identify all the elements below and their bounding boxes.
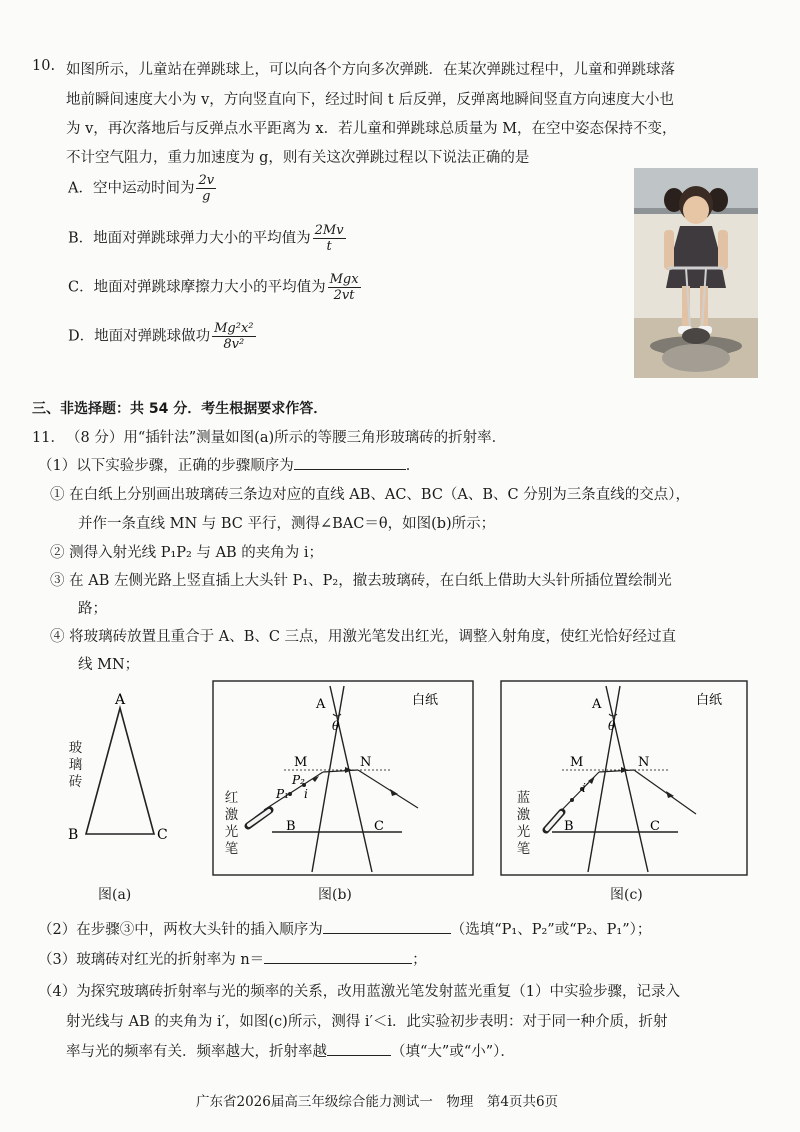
part3-text: （3）玻璃砖对红光的折射率为 n＝: [38, 952, 265, 968]
part1-end: ．: [405, 458, 421, 474]
figure-a-label-a: A: [115, 692, 126, 708]
figure-c-label-m: M: [570, 755, 584, 770]
figure-b-label-b: B: [286, 819, 296, 834]
q10-number: 10.: [32, 58, 56, 74]
part2-text: （2）在步骤③中，两枚大头针的插入顺序为: [38, 922, 323, 938]
step-4-line-1: ④ 将玻璃砖放置且重合于 A、B、C 三点，用激光笔发出红光，调整入射角度，使红光恰好经过直: [50, 629, 677, 645]
figure-a-caption: 图(a): [98, 887, 132, 903]
q10-option-c: [68, 272, 361, 303]
figure-c-label-a: A: [592, 697, 602, 712]
part1-answer-blank[interactable]: [294, 469, 406, 470]
figure-c-caption: 图(c): [610, 887, 643, 903]
figure-b-label-i: i: [304, 787, 308, 801]
option-c-fraction: $\frac{\text{Mgx}}{2vt}$: [329, 272, 359, 303]
q11-part4-line-2: 射光线与 AB 的夹角为 i′，如图(c)所示，测得 i′＜i．此实验初步表明：对于同一种介质，折射: [66, 1014, 668, 1030]
child-on-pogo-ball-photo: [634, 168, 758, 378]
part3-end: ；: [412, 952, 427, 968]
q11-intro: （8 分）用“插针法”测量如图(a)所示的等腰三角形玻璃砖的折射率．: [66, 430, 507, 446]
part2-answer-blank[interactable]: [323, 933, 451, 934]
figure-b-label-p1: P₁: [276, 787, 289, 801]
part2-end: （选填“P₁、P₂”或“P₂、P₁”）；: [450, 922, 652, 938]
figure-c-label-n: N: [638, 755, 650, 770]
step-1-line-2: 并作一条直线 MN 与 BC 平行，测得∠BAC＝θ，如图(b)所示；: [78, 516, 496, 532]
q10-line-1: 如图所示，儿童站在弹跳球上，可以向各个方向多次弹跳．在某次弹跳过程中，儿童和弹跳球落: [66, 62, 675, 78]
option-a-text: A．空中运动时间为: [68, 180, 195, 197]
figure-a-label-b: B: [68, 827, 79, 843]
option-d-text: D．地面对弹跳球做功: [68, 328, 211, 345]
option-a-fraction: $\frac{2v}{g}$: [198, 173, 215, 204]
step-3-line-2: 路；: [78, 601, 107, 617]
figure-b-label-n: N: [360, 755, 372, 770]
part3-answer-blank[interactable]: [264, 963, 412, 964]
q10-option-d: [68, 321, 256, 352]
q11-part2: [38, 918, 651, 939]
figure-b-pen-label: 红激光笔: [224, 790, 239, 857]
q11-part3: [38, 948, 427, 969]
q10-option-a: [68, 173, 216, 204]
part1-text: （1）以下实验步骤，正确的步骤顺序为: [38, 458, 294, 474]
step-3-line-1: ③ 在 AB 左侧光路上竖直插上大头针 P₁、P₂，撤去玻璃砖，在白纸上借助大头针所插位置绘制光: [50, 573, 672, 589]
page-footer: 广东省2026届高三年级综合能力测试一 物理 第4页共6页: [196, 1094, 559, 1110]
figure-c-diagram: [500, 680, 748, 876]
section-3-heading: 三、非选择题：共 54 分．考生根据要求作答．: [32, 401, 328, 417]
figure-c-pen-label: 蓝激光笔: [516, 790, 531, 857]
part4-answer-blank[interactable]: [327, 1055, 391, 1056]
part4-text: 率与光的频率有关．频率越大，折射率越: [66, 1044, 327, 1060]
q11-part1: [38, 454, 420, 475]
figure-b-paper-label: 白纸: [412, 693, 439, 708]
step-1-line-1: ① 在白纸上分别画出玻璃砖三条边对应的直线 AB、AC、BC（A、B、C 分别为三条直线的交点），: [50, 487, 691, 503]
figure-b-caption: 图(b): [318, 887, 352, 903]
part4-end: （填“大”或“小”）．: [391, 1044, 515, 1060]
option-b-text: B．地面对弹跳球弹力大小的平均值为: [68, 230, 311, 247]
q11-part4-line-3: [66, 1040, 515, 1061]
step-4-line-2: 线 MN；: [78, 657, 140, 673]
figure-b-diagram: [212, 680, 474, 876]
figure-b-theta: θ: [332, 719, 340, 733]
figure-c-label-i-prime: i′: [582, 781, 589, 795]
figure-b-label-p2: P₂: [292, 773, 305, 787]
figure-c-theta: θ: [608, 719, 616, 733]
q10-line-2: 地前瞬间速度大小为 v，方向竖直向下，经过时间 t 后反弹，反弹离地瞬间竖直方向速度大小也: [66, 92, 674, 108]
figure-b-label-c: C: [374, 819, 384, 834]
q11-part4-line-1: （4）为探究玻璃砖折射率与光的频率的关系，改用蓝激光笔发射蓝光重复（1）中实验步骤，记录入: [38, 984, 680, 1000]
option-b-fraction: $\frac{2Mv}{t}$: [314, 223, 344, 254]
figure-b-label-a: A: [316, 697, 326, 712]
figure-b-label-m: M: [294, 755, 308, 770]
figure-a-label-c: C: [157, 827, 168, 843]
q11-number: 11．: [32, 430, 65, 446]
figure-a-glass-label: 玻璃砖: [68, 740, 83, 790]
q10-line-4: 不计空气阻力，重力加速度为 g，则有关这次弹跳过程以下说法正确的是: [66, 150, 530, 166]
figure-c-paper-label: 白纸: [696, 693, 723, 708]
figure-c-label-c: C: [650, 819, 660, 834]
step-2: ② 测得入射光线 P₁P₂ 与 AB 的夹角为 i；: [50, 545, 324, 561]
figure-c-label-b: B: [564, 819, 574, 834]
q10-option-b: [68, 223, 346, 254]
option-c-text: C．地面对弹跳球摩擦力大小的平均值为: [68, 279, 326, 296]
q10-line-3: 为 v，再次落地后与反弹点水平距离为 x．若儿童和弹跳球总质量为 M，在空中姿态保持不变，: [66, 121, 677, 137]
option-d-fraction: $\frac{\text{Mg²x²}}{\text{8v²}}$: [214, 321, 254, 352]
